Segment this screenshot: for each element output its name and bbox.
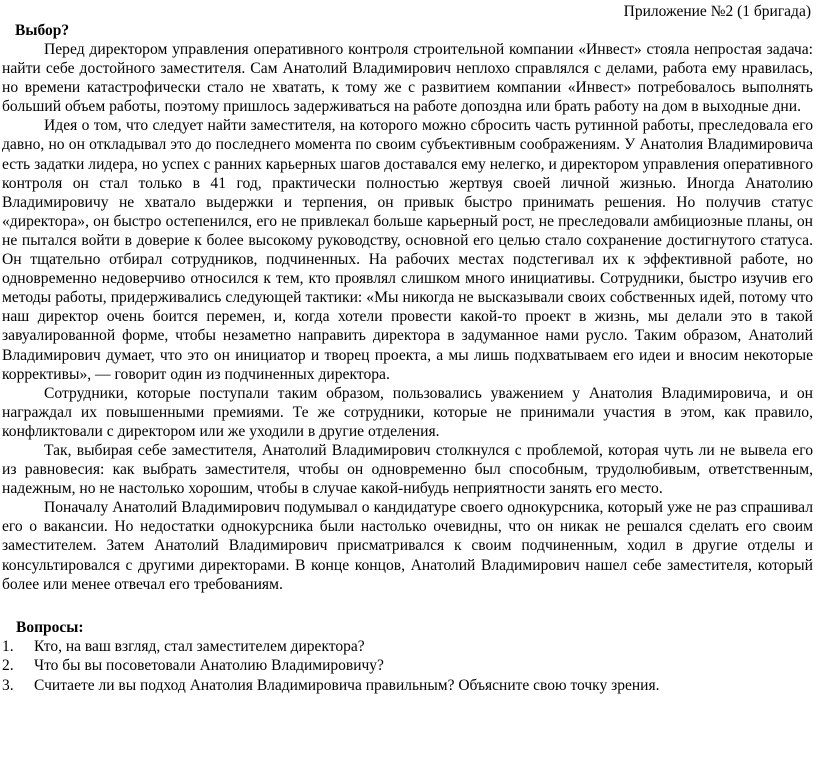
appendix-label: Приложение №2 (1 бригада) <box>623 3 811 20</box>
question-text: Что бы вы посоветовали Анатолию Владимировичу? <box>34 657 384 675</box>
section-gap <box>2 594 813 618</box>
paragraph-5: Поначалу Анатолий Владимирович подумывал о кандидатуре своего однокурсника, который уже не раз спрашивал его о вакансии. Но недостатки однокурсника были настолько очевидны, что он никак не решался сделать его своим заместителем. Затем Анатолий Владимирович присматривался к своим подчиненным, ходил в другие отделы и консультировался с другими директорами. В конце концов, Анатолий Владимирович нашел себе заместителя, который более или менее отвечал его требованиям. <box>2 499 813 593</box>
question-number: 1. <box>2 637 14 655</box>
question-item <box>2 676 813 695</box>
question-item <box>2 637 813 656</box>
questions-list <box>2 637 813 695</box>
document-title: Выбор? <box>15 22 70 39</box>
questions-heading: Вопросы: <box>16 618 84 636</box>
paragraph-3: Сотрудники, которые поступали таким образом, пользовались уважением у Анатолия Владимировича, и он награждал их повышенными премиями. Те же сотрудники, которые не принимали участия в этом, как правило, конфликтовали с директором или же уходили в другие отделения. <box>2 384 813 440</box>
question-item <box>2 656 813 675</box>
question-number: 2. <box>2 657 14 675</box>
paragraph-4: Так, выбирая себе заместителя, Анатолий Владимирович столкнулся с проблемой, которая чуть ли не вывела его из равновесия: как выбрать заместителя, чтобы он одновременно был способным, трудолюбивым, ответственным, надежным, но не настолько хорошим, чтобы в случае какой-нибудь неприятности занять его место. <box>2 441 813 498</box>
paragraph-1: Перед директором управления оперативного контроля строительной компании «Инвест» стояла непростая задача: найти себе достойного заместителя. Сам Анатолий Владимирович неплохо справлялся с делами, работа ему нравилась, но времени катастрофически стало не хватать, к тому же с развитием компании «Инвест» потребовалось выполнять больший объем работы, поэтому пришлось задерживаться на работе допоздна или брать работу на дом в выходные дни. <box>2 41 813 116</box>
question-text: Кто, на ваш взгляд, стал заместителем директора? <box>34 637 365 655</box>
paragraph-2: Идея о том, что следует найти заместителя, на которого можно сбросить часть рутинной работы, преследовала его давно, но он откладывал это до последнего момента по своим субъективным соображениям. У Анатолия Владимировича есть задатки лидера, но успех с ранних карьерных шагов доставался ему нелегко, и директором управления оперативного контроля он стал только в 41 год, практически полностью жертвуя своей личной жизнью. Иногда Анатолию Владимировичу не хватало выдержки и терпения, он привык быстро принимать решения. Но получив статус «директора», он быстро остепенился, его не привлекал больше карьерный рост, не преследовали амбициозные планы, он не пытался войти в доверие к более высокому руководству, основной его целью стало сохранение достигнутого статуса. Он тщательно отбирал сотрудников, подчиненных. На рабочих местах подстегивал их к эффективной работе, но одновременно недоверчиво относился к тем, кто проявлял слишком много инициативы. Сотрудники, быстро изучив его методы работы, придерживались следующей тактики: «Мы никогда не высказывали своих собственных идей, потому что наш директор очень боится перемен, и, когда хотели провести какой-то проект в жизнь, мы делали это в такой завуалированной форме, чтобы незаметно направить директора в задуманное нами русло. Таким образом, Анатолий Владимирович думает, что это он инициатор и творец проекта, а мы лишь подхватываем его идеи и вносим некоторые коррективы», — говорит один из подчиненных директора. <box>2 117 813 383</box>
question-text: Считаете ли вы подход Анатолия Владимировича правильным? Объясните свою точку зрения. <box>34 676 660 694</box>
question-number: 3. <box>2 676 14 694</box>
